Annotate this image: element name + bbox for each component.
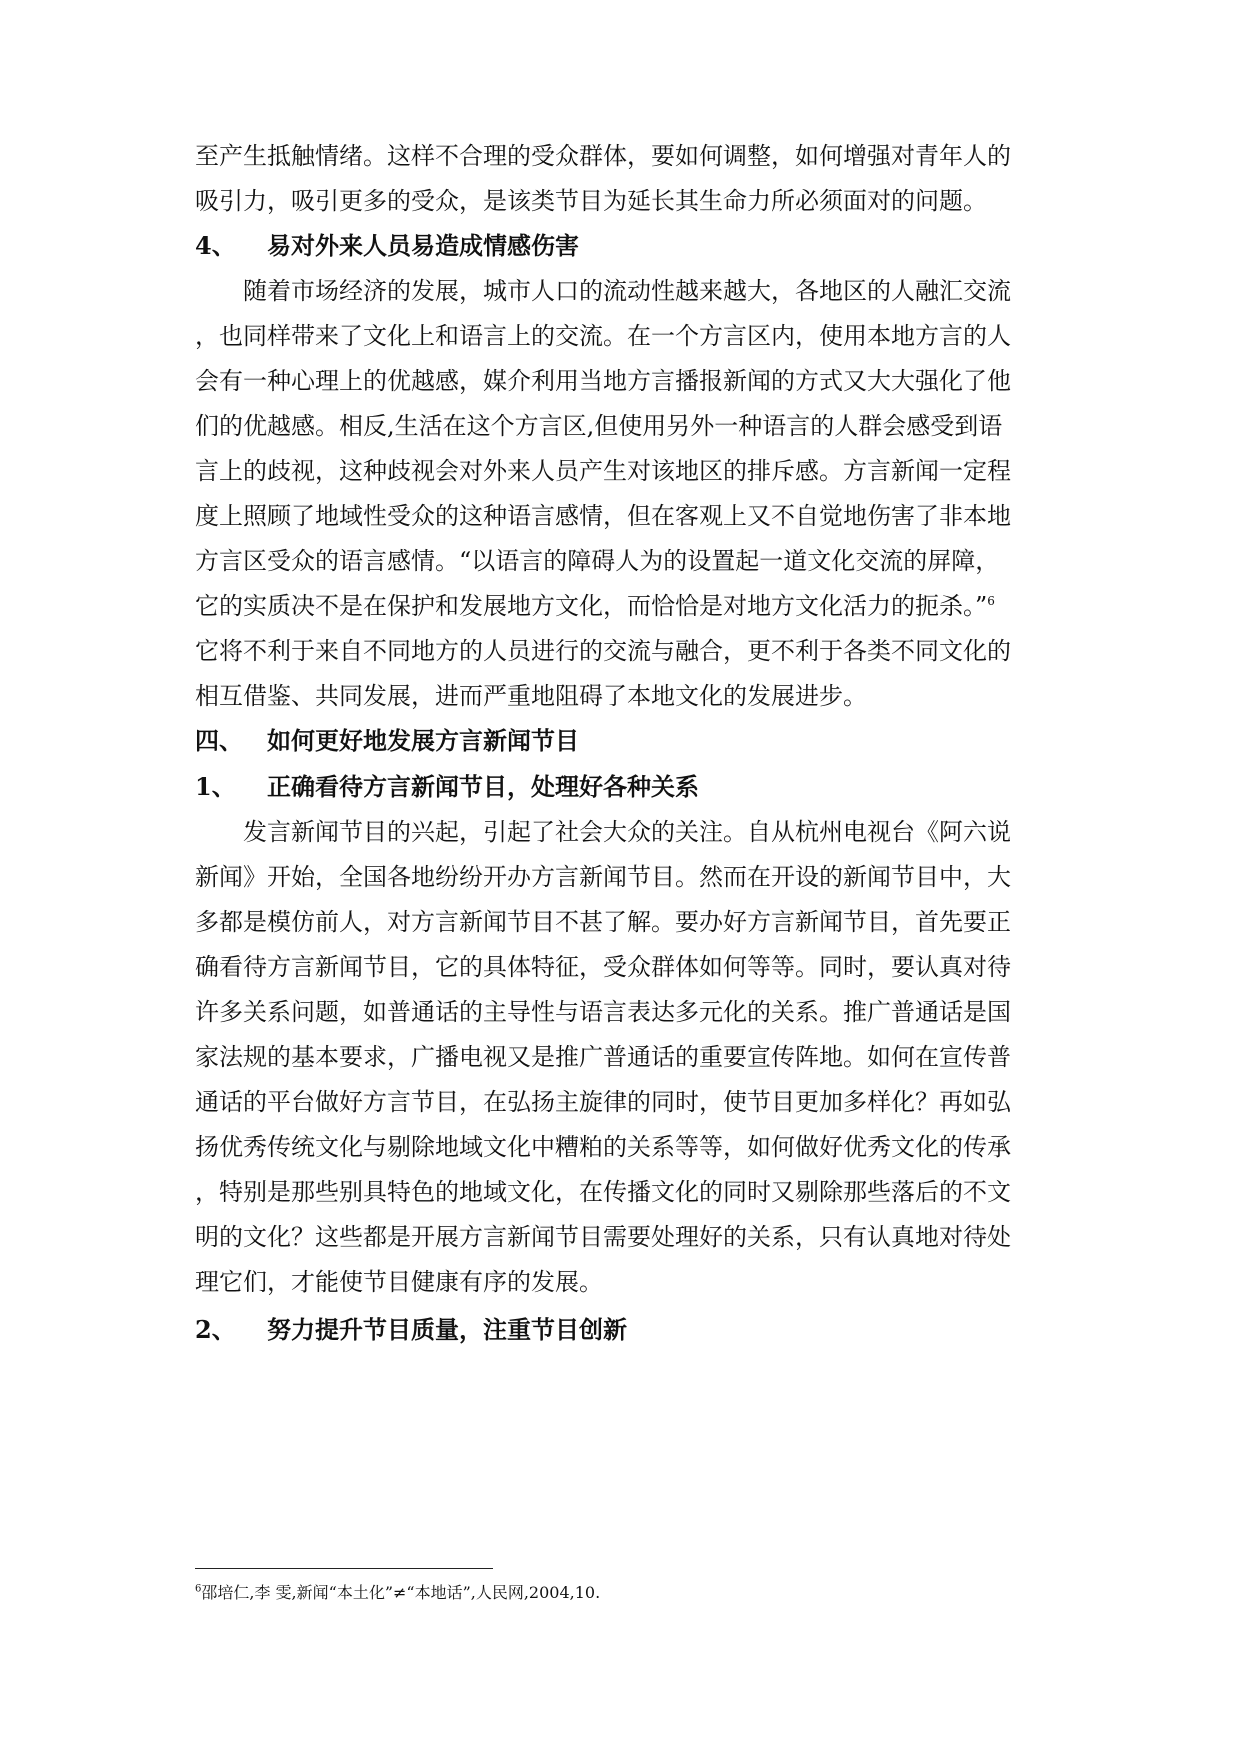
body-line: 确看待方言新闻节目，它的具体特征，受众群体如何等等。同时，要认真对待 <box>195 953 1011 981</box>
body-line: ，也同样带来了文化上和语言上的交流。在一个方言区内，使用本地方言的人 <box>195 322 1011 350</box>
body-line: 新闻》开始，全国各地纷纷开办方言新闻节目。然而在开设的新闻节目中，大 <box>195 863 1011 891</box>
quote-text: 它的实质决不是在保护和发展地方文化，而恰恰是对地方文化活力的扼杀。” <box>195 592 988 620</box>
paragraph-first-line: 随着市场经济的发展，城市人口的流动性越来越大，各地区的人融汇交流 <box>243 277 1011 305</box>
body-line: 多都是模仿前人，对方言新闻节目不甚了解。要办好方言新闻节目，首先要正 <box>195 908 1011 936</box>
body-line: 至产生抵触情绪。这样不合理的受众群体，要如何调整，如何增强对青年人的 <box>195 142 1011 170</box>
body-line: 许多关系问题，如普通话的主导性与语言表达多元化的关系。推广普通话是国 <box>195 998 1011 1026</box>
footnote <box>195 1578 600 1608</box>
heading-number: 1、 <box>195 772 236 801</box>
body-line: 家法规的基本要求，广播电视又是推广普通话的重要宣传阵地。如何在宣传普 <box>195 1043 1011 1071</box>
subsection-heading-2 <box>195 1308 627 1352</box>
subsection-heading-4 <box>195 224 579 268</box>
body-line: 们的优越感。相反,生活在这个方言区,但使用另外一种语言的人群会感受到语 <box>195 412 1003 440</box>
heading-title: 易对外来人员易造成情感伤害 <box>267 231 579 260</box>
body-line: 它将不利于来自不同地方的人员进行的交流与融合，更不利于各类不同文化的 <box>195 637 1011 665</box>
heading-title: 努力提升节目质量，注重节目创新 <box>267 1315 627 1344</box>
body-line: 扬优秀传统文化与剔除地域文化中糟粕的关系等等，如何做好优秀文化的传承 <box>195 1133 1011 1161</box>
body-line: 明的文化？这些都是开展方言新闻节目需要处理好的关系，只有认真地对待处 <box>195 1223 1011 1251</box>
body-line: 会有一种心理上的优越感，媒介利用当地方言播报新闻的方式又大大强化了他 <box>195 367 1011 395</box>
footnote-text: 邵培仁,李 雯,新闻“本土化”≠“本地话”,人民网,2004,10. <box>201 1583 601 1602</box>
subsection-heading-1 <box>195 765 699 809</box>
body-line: ，特别是那些别具特色的地域文化，在传播文化的同时又剔除那些落后的不文 <box>195 1178 1011 1206</box>
body-line: 理它们，才能使节目健康有序的发展。 <box>195 1268 603 1296</box>
heading-number: 2、 <box>195 1315 236 1344</box>
heading-number: 四、 <box>195 726 243 755</box>
body-line: 度上照顾了地域性受众的这种语言感情，但在客观上又不自觉地伤害了非本地 <box>195 502 1011 530</box>
heading-number: 4、 <box>195 231 236 260</box>
heading-title: 正确看待方言新闻节目，处理好各种关系 <box>267 772 699 801</box>
footnote-mark: 6 <box>195 1583 202 1595</box>
body-line: 通话的平台做好方言节目，在弘扬主旋律的同时，使节目更加多样化？再如弘 <box>195 1088 1011 1116</box>
body-line: 方言区受众的语言感情。“以语言的障碍人为的设置起一道文化交流的屏障， <box>195 547 1000 575</box>
body-line: 吸引力，吸引更多的受众，是该类节目为延长其生命力所必须面对的问题。 <box>195 187 987 215</box>
footnote-separator <box>195 1568 493 1569</box>
quote-line <box>195 584 1055 628</box>
body-line: 言上的歧视，这种歧视会对外来人员产生对该地区的排斥感。方言新闻一定程 <box>195 457 1011 485</box>
body-line: 相互借鉴、共同发展，进而严重地阻碍了本地文化的发展进步。 <box>195 682 867 710</box>
footnote-reference[interactable]: 6 <box>987 594 995 608</box>
section-heading-4 <box>195 719 579 763</box>
paragraph-first-line: 发言新闻节目的兴起，引起了社会大众的关注。自从杭州电视台《阿六说 <box>243 818 1011 846</box>
heading-title: 如何更好地发展方言新闻节目 <box>267 726 579 755</box>
